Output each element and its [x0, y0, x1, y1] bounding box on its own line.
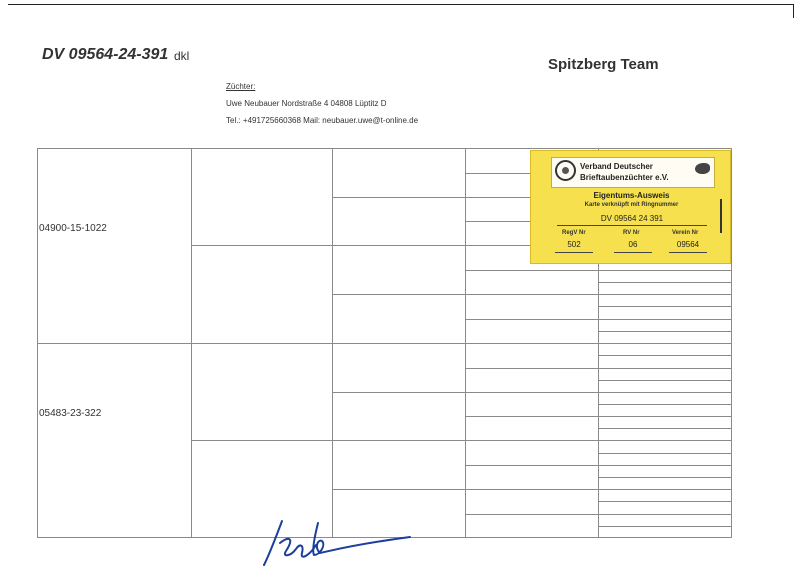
- grid-line: [465, 319, 732, 320]
- verein-label: Verein Nr: [672, 230, 699, 236]
- mother-ring-number: 05483-23-322: [39, 408, 102, 419]
- grid-line: [598, 331, 732, 332]
- pigeon-icon: [695, 163, 710, 174]
- association-seal-icon: [555, 160, 576, 181]
- grid-line: [332, 294, 732, 295]
- grid-line: [465, 514, 732, 515]
- breeder-contact: Tel.: +491725660368 Mail: neubauer.uwe@t-online.de: [226, 116, 419, 125]
- grid-line: [37, 148, 732, 149]
- scan-border-right: [793, 4, 794, 18]
- signature: [260, 515, 420, 575]
- grid-line: [598, 501, 732, 502]
- card-title: Eigentums-Ausweis: [593, 191, 670, 200]
- grid-line: [598, 526, 732, 527]
- father-ring-number: 04900-15-1022: [39, 223, 107, 234]
- team-name: Spitzberg Team: [548, 56, 659, 73]
- regv-value: 502: [555, 240, 593, 253]
- rv-label: RV Nr: [623, 230, 640, 236]
- grid-line: [598, 282, 732, 283]
- grid-line: [598, 355, 732, 356]
- grid-line: [37, 343, 732, 344]
- card-header: [551, 157, 715, 188]
- grid-line: [465, 270, 732, 271]
- regv-label: RegV Nr: [562, 230, 586, 236]
- verein-value: 09564: [669, 240, 707, 253]
- card-subtitle: Karte verknüpft mit Ringnummer: [584, 202, 679, 208]
- card-strip: [720, 199, 722, 233]
- grid-line: [598, 380, 732, 381]
- ring-number-title: DV 09564-24-391: [42, 46, 169, 63]
- grid-line: [191, 440, 732, 441]
- association-name-line2: Brieftaubenzüchter e.V.: [580, 173, 669, 182]
- grid-line: [598, 404, 732, 405]
- breeder-label: Züchter:: [226, 82, 256, 91]
- card-ring-number: DV 09564 24 391: [557, 214, 707, 226]
- grid-line: [332, 392, 732, 393]
- grid-line: [465, 416, 732, 417]
- grid-line: [598, 428, 732, 429]
- grid-line: [598, 477, 732, 478]
- grid-line: [598, 453, 732, 454]
- grid-line: [598, 306, 732, 307]
- breeder-address: Uwe Neubauer Nordstraße 4 04808 Lüptitz D: [226, 99, 387, 108]
- scan-border-top: [8, 4, 794, 5]
- rv-value: 06: [614, 240, 652, 253]
- grid-line: [465, 465, 732, 466]
- grid-line: [465, 368, 732, 369]
- association-name-line1: Verband Deutscher: [580, 162, 653, 171]
- grid-line: [332, 489, 732, 490]
- ownership-card: [530, 150, 731, 264]
- ring-suffix: dkl: [174, 49, 190, 63]
